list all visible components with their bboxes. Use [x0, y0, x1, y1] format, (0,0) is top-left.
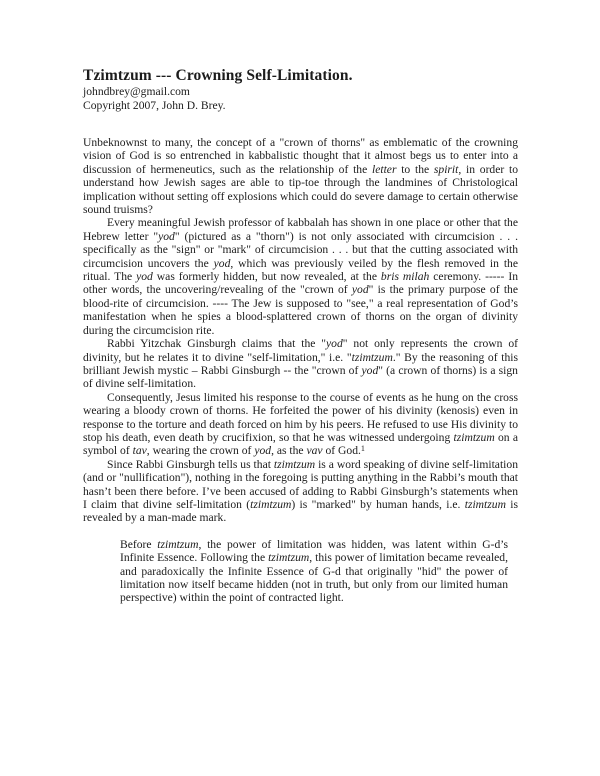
italic-term: yod [158, 229, 175, 243]
text-run: Consequently, Jesus limited his response to the course of events as he hung on the cross wearing a bloody crown of thorns. He forfeited the power of his divinity (kenosis) even in response to the torture and death forced on him by his peers. He refused to use His divinity to stop his death, even death by crucifixion, so that he was witnessed undergoing [83, 390, 518, 444]
paragraph [83, 337, 518, 391]
italic-term: yod [254, 444, 272, 458]
author-email: johndbrey@gmail.com [83, 85, 190, 98]
italic-term: yod [361, 363, 379, 377]
italic-term: tzimtzum [157, 537, 199, 551]
italic-term: letter [372, 162, 397, 176]
text-run: , this power of limitation became revealed, and paradoxically the Infinite Essence of G-d that originally "hid" the power of limitation now itself became hidden (not in truth, but only from our limited human perspective) within the point of contracted light. [120, 551, 509, 605]
text-run: " not only represents the crown of divinity, but he relates it to divine "self-limitation," i.e. " [83, 337, 518, 364]
text-run: is a word speaking of divine self-limitation (and or "nullification"), nothing in the foregoing is putting anything in the Rabbi’s mouth that hasn’t been there before. I’ve been accused of adding to Rabbi Ginsburgh’s statements when I claim that divine self-limitation ( [83, 457, 518, 511]
blockquote [120, 538, 508, 605]
italic-term: spirit [433, 162, 459, 176]
italic-term: yod [213, 256, 231, 270]
text-run: " (a crown of thorns) is a sign of divine self-limitation. [83, 363, 518, 391]
text-run: , in order to understand how Jewish sages are able to tip-toe through the landmines of Christological implication without setting off explosions which could do severe damage to certain otherwise sound truisms? [83, 162, 518, 217]
italic-term: yod [326, 337, 343, 351]
text-run: ) is "marked" by human hands, i.e. [291, 497, 465, 511]
italic-term: yod [136, 270, 153, 284]
text-run: is revealed by a man-made mark. [83, 497, 519, 525]
italic-term: vav [306, 444, 323, 458]
document-title: Tzimtzum --- Crowning Self-Limitation. [83, 67, 353, 84]
italic-term: tzimtzum [351, 350, 393, 364]
text-run: " (pictured as a "thorn") is not only associated with circumcision . . . specifically as the "sign" or "mark" of circumcision . . . but that the cutting associated with circumcision uncovers the [83, 229, 518, 270]
italic-term: yod [351, 283, 369, 297]
text-run: , which was previously veiled by the flesh removed in the ritual. The [83, 256, 519, 284]
italic-term: tzimtzum [273, 457, 316, 471]
text-run: Since Rabbi Ginsburgh tells us that [107, 457, 274, 471]
text-run: Unbeknownst to many, the concept of a "crown of thorns" as emblematic of the crowning vision of God is so entrenched in kabbalistic thought that it almost begs us to enter into a discussion of hermeneutics, such as the relationship of the [83, 136, 518, 176]
paragraph [83, 216, 518, 337]
copyright-line: Copyright 2007, John D. Brey. [83, 98, 226, 112]
italic-term: tzimtzum [250, 497, 292, 511]
text-run: of God. [322, 444, 361, 458]
paragraph [83, 391, 518, 458]
italic-term: tzimtzum [268, 551, 310, 565]
text-run: was formerly hidden, but now revealed, at the [152, 270, 381, 284]
text-run: ." By the reasoning of this brilliant Jewish mystic – Rabbi Ginsburgh -- the "crown of [83, 350, 518, 377]
italic-term: bris milah [380, 270, 430, 284]
italic-term: tzimtzum [453, 430, 495, 444]
text-run: , the power of limitation was hidden, was latent within G-d’s Infinite Essence. Following the [120, 537, 508, 565]
paragraph [83, 136, 518, 216]
text-run: , wearing the crown of [146, 444, 255, 458]
text-run: on a symbol of [83, 430, 518, 458]
italic-term: tav [132, 444, 147, 458]
text-run: , as the [271, 444, 307, 458]
document-body [83, 136, 518, 605]
italic-term: tzimtzum [464, 497, 506, 511]
text-run: Rabbi Yitzchak Ginsburgh claims that the " [107, 337, 327, 351]
paragraph [83, 458, 518, 525]
footnote-reference: 1 [360, 444, 365, 454]
text-run: to the [396, 162, 434, 176]
text-run: Before [120, 537, 158, 551]
text-run: " is the primary purpose of the blood-rite of circumcision. ---- The Jew is supposed to "see," a real representation of God’s manifestation when he spies a blood-splattered crown of thorns on the organ of divinity during the circumcision rite. [83, 283, 519, 337]
text-run: Every meaningful Jewish professor of kabbalah has shown in one place or other that the Hebrew letter " [83, 216, 518, 243]
text-run: ceremony. ----- In other words, the uncovering/revealing of the "crown of [83, 270, 518, 297]
